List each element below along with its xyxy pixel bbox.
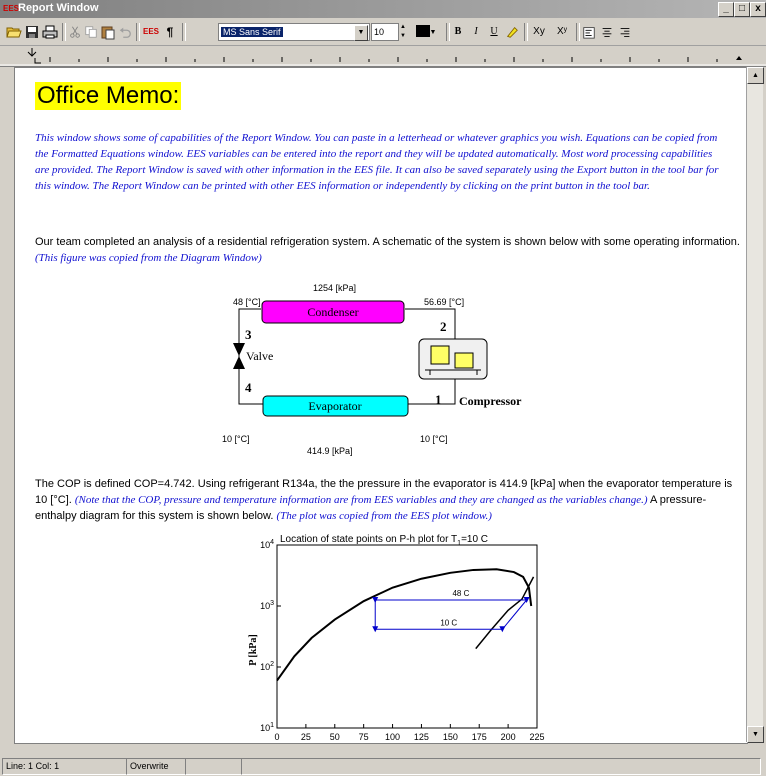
toolbar-separator	[136, 23, 140, 41]
y-tick-label: $10^2$	[260, 661, 274, 672]
chevron-down-icon[interactable]: ▼	[354, 25, 368, 41]
compressor-label: Compressor	[459, 394, 522, 408]
analysis-note: (This figure was copied from the Diagram Window)	[35, 252, 262, 264]
x-tick-label: 0	[274, 732, 280, 742]
evaporator-label: Evaporator	[308, 399, 362, 413]
insert-mode-indicator: Overwrite	[126, 758, 186, 775]
copy-icon[interactable]	[84, 23, 98, 41]
line-col-indicator: Line: 1 Col: 1	[2, 758, 127, 775]
chart-title: Location of state points on P-h plot for $T_1=10$ C	[280, 534, 489, 547]
x-tick-label: 150	[442, 732, 458, 742]
paragraph-icon[interactable]: ¶	[166, 25, 174, 39]
col-value: 1	[54, 761, 60, 771]
cut-icon[interactable]	[68, 23, 82, 41]
font-name-select[interactable]	[218, 23, 370, 41]
save-icon[interactable]	[24, 23, 40, 41]
font-size-input[interactable]: 10	[371, 23, 399, 41]
x-tick-label: 25	[300, 732, 311, 742]
status-message	[241, 758, 761, 775]
isotherm-line	[476, 577, 534, 649]
superscript-button[interactable]: Xʸ	[557, 26, 567, 37]
cop-note: (Note that the COP, pressure and temperature information are from EES variables and they are changed as the variables change.)	[74, 494, 648, 506]
x-tick-label: 50	[329, 732, 340, 742]
paste-icon[interactable]	[100, 23, 116, 41]
toolbar	[0, 19, 766, 46]
y-axis-label: P [kPa]	[248, 634, 259, 666]
y-tick-label: $10^4$	[260, 539, 274, 550]
underline-button[interactable]: U	[490, 26, 498, 37]
toolbar-separator	[524, 23, 528, 41]
toolbar-separator	[182, 23, 186, 41]
high-pressure-label: 1254 [kPa]	[313, 283, 357, 293]
low-pressure-label: 414.9 [kPa]	[307, 446, 353, 456]
t3-label: 48 [°C]	[233, 297, 261, 307]
ph-note: (The plot was copied from the EES plot window.)	[276, 510, 492, 522]
minimize-button[interactable]: _	[718, 2, 734, 17]
y-tick-label: $10^1$	[260, 722, 274, 733]
vertical-scrollbar[interactable]	[746, 67, 763, 742]
cop-text: The COP is defined COP=4.742. Using refrigerant R134a, the the pressure in the evaporator is 414.9 [kPa] when the evaporator temperature is 10 [°C].	[35, 478, 733, 506]
ruler-ticks	[0, 46, 766, 66]
t2-label: 56.69 [°C]	[424, 297, 465, 307]
title-bar[interactable]	[0, 0, 766, 18]
align-left-icon[interactable]	[582, 23, 596, 41]
x-tick-label: 100	[385, 732, 401, 742]
font-size-spinner[interactable]: ▲ ▼	[400, 24, 406, 39]
app-icon: EES	[3, 4, 20, 13]
ph-intro-text: A pressure-enthalpy diagram for this system is shown below.	[35, 494, 707, 522]
x-tick-label: 75	[358, 732, 369, 742]
y-tick-label: $10^3$	[260, 600, 274, 611]
valve-label: Valve	[246, 349, 274, 363]
ruler[interactable]	[0, 46, 766, 67]
cop-paragraph	[35, 476, 745, 524]
state-1-label: 1	[435, 392, 442, 407]
t1-label: 10 [°C]	[420, 434, 448, 444]
t4-label: 10 [°C]	[222, 434, 250, 444]
toolbar-separator	[576, 23, 580, 41]
align-center-icon[interactable]	[600, 23, 614, 41]
analysis-paragraph	[35, 234, 745, 266]
italic-button[interactable]: I	[474, 26, 478, 37]
window-title: Report Window	[18, 2, 99, 14]
bold-button[interactable]: B	[454, 26, 462, 37]
scroll-up-icon[interactable]: ▲	[747, 67, 764, 84]
highlight-icon[interactable]	[505, 23, 519, 41]
report-document[interactable]	[14, 67, 748, 744]
condenser-label: Condenser	[307, 305, 359, 319]
x-tick-label: 225	[529, 732, 545, 742]
undo-icon[interactable]	[118, 23, 132, 41]
open-icon[interactable]	[6, 23, 22, 41]
saturation-dome	[277, 569, 531, 680]
state-3-label: 3	[245, 327, 252, 342]
cycle-line-label: 10 C	[440, 618, 458, 628]
analysis-text: Our team completed an analysis of a residential refrigeration system. A schematic of the system is shown below with some operating information.	[35, 236, 740, 248]
state-4-label: 4	[245, 380, 252, 395]
x-tick-label: 175	[471, 732, 487, 742]
state-2-label: 2	[440, 319, 447, 334]
text-color-picker[interactable]	[412, 23, 440, 41]
chevron-down-icon: ▼	[429, 29, 437, 36]
subscript-button[interactable]: Xy	[533, 26, 545, 37]
toolbar-separator	[62, 23, 66, 41]
status-bar	[0, 756, 766, 776]
scroll-down-icon[interactable]: ▼	[747, 726, 764, 743]
plot-frame	[277, 545, 537, 728]
ph-chart	[245, 530, 545, 744]
cycle-line-label: 48 C	[452, 589, 470, 599]
status-cell	[185, 758, 242, 775]
print-icon[interactable]	[42, 23, 58, 41]
page-title: Office Memo:	[37, 82, 180, 109]
indent-marker[interactable]	[28, 48, 36, 56]
x-tick-label: 125	[413, 732, 429, 742]
line-value: 1	[28, 761, 34, 771]
refrigeration-schematic	[15, 278, 747, 458]
restore-button[interactable]: □	[734, 2, 750, 17]
right-indent-marker[interactable]	[736, 56, 742, 60]
align-right-icon[interactable]	[618, 23, 632, 41]
ees-variable-icon[interactable]: EES	[142, 27, 159, 36]
x-tick-label: 200	[500, 732, 516, 742]
toolbar-separator	[446, 23, 450, 41]
close-button[interactable]: x	[750, 2, 766, 17]
intro-paragraph: This window shows some of capabilities of the Report Window. You can paste in a letterhead or whatever graphics you wish. Equations can be copied from the Formatted Equations window. EES variables can be entered into the report and they will be updated automatically. Most word processing capabilities are provided. The Report Window is saved with other information in the EES file. It can also be saved separately using the Export button in the tool bar for this window. The Report Window can be printed with other EES information or independently by clicking on the print button in the tool bar.	[35, 132, 719, 192]
compressor-icon	[431, 346, 449, 364]
valve-icon	[233, 343, 245, 369]
font-name-value: MS Sans Serif	[223, 27, 281, 37]
color-swatch	[416, 25, 430, 37]
